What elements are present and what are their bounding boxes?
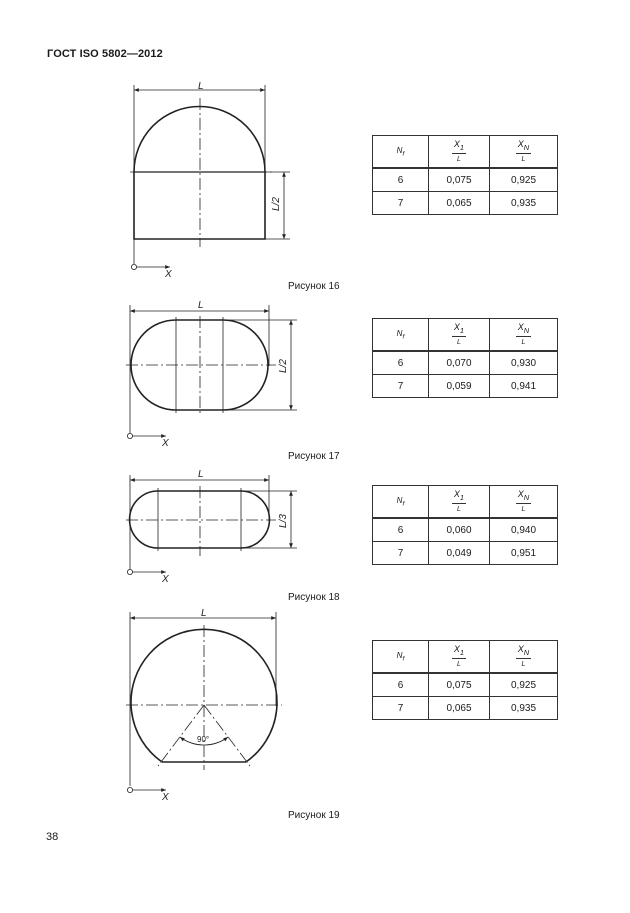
cell-x1: 0,060 xyxy=(429,518,490,542)
cell-n: 7 xyxy=(373,697,429,720)
table-row xyxy=(373,697,558,720)
cell-n: 7 xyxy=(373,375,429,398)
fig18-axis-label: X xyxy=(162,574,169,585)
figure-17-drawing xyxy=(126,305,297,439)
cell-xn: 0,930 xyxy=(490,351,558,375)
fig17-height-label: L/2 xyxy=(278,359,289,373)
cell-xn: 0,940 xyxy=(490,518,558,542)
cell-n: 6 xyxy=(373,673,429,697)
header-x1-cell: $\frac{X_1}{L}$ xyxy=(429,486,490,519)
document-header: ГОСТ ISO 5802—2012 xyxy=(47,48,163,60)
header-n-cell: $N_f$ xyxy=(373,319,429,352)
header-x1-cell: $\frac{X_1}{L}$ xyxy=(429,641,490,674)
figure-19-caption: Рисунок 19 xyxy=(288,810,340,821)
table-row xyxy=(373,375,558,398)
table-row xyxy=(373,518,558,542)
cell-x1: 0,075 xyxy=(429,673,490,697)
fig16-height-label: L/2 xyxy=(271,197,282,211)
header-xn-cell: $\frac{X_N}{L}$ xyxy=(490,641,558,674)
table-figure-17 xyxy=(372,318,558,398)
cell-n: 7 xyxy=(373,542,429,565)
cell-xn: 0,925 xyxy=(490,673,558,697)
cell-x1: 0,070 xyxy=(429,351,490,375)
header-n-cell: $N_f$ xyxy=(373,136,429,169)
cell-xn: 0,941 xyxy=(490,375,558,398)
cell-n: 6 xyxy=(373,518,429,542)
cell-xn: 0,925 xyxy=(490,168,558,192)
fig19-angle-label: 90° xyxy=(197,735,210,744)
figure-18-drawing xyxy=(126,475,297,575)
cell-x1: 0,049 xyxy=(429,542,490,565)
table-row xyxy=(373,168,558,192)
fig16-width-label: L xyxy=(198,81,204,92)
cell-x1: 0,065 xyxy=(429,697,490,720)
header-n-cell: $N_f$ xyxy=(373,641,429,674)
cell-xn: 0,951 xyxy=(490,542,558,565)
table-figure-19 xyxy=(372,640,558,720)
header-xn-cell: $\frac{X_N}{L}$ xyxy=(490,319,558,352)
header-x1-cell: $\frac{X_1}{L}$ xyxy=(429,136,490,169)
fig17-width-label: L xyxy=(198,300,204,311)
table-figure-18 xyxy=(372,485,558,565)
cell-n: 6 xyxy=(373,168,429,192)
cell-x1: 0,075 xyxy=(429,168,490,192)
figure-16-caption: Рисунок 16 xyxy=(288,281,340,292)
fig16-axis-label: X xyxy=(165,269,172,280)
cell-n: 6 xyxy=(373,351,429,375)
table-row xyxy=(373,351,558,375)
header-x1-cell: $\frac{X_1}{L}$ xyxy=(429,319,490,352)
cell-xn: 0,935 xyxy=(490,697,558,720)
fig19-width-label: L xyxy=(201,608,207,619)
table-row xyxy=(373,673,558,697)
table-row xyxy=(373,542,558,565)
fig17-axis-label: X xyxy=(162,438,169,449)
fig19-axis-label: X xyxy=(162,792,169,803)
figure-17-caption: Рисунок 17 xyxy=(288,451,340,462)
table-row xyxy=(373,192,558,215)
figure-18-caption: Рисунок 18 xyxy=(288,592,340,603)
figure-19-drawing xyxy=(126,612,282,793)
header-xn-cell: $\frac{X_N}{L}$ xyxy=(490,136,558,169)
fig18-height-label: L/3 xyxy=(278,514,289,528)
cell-x1: 0,065 xyxy=(429,192,490,215)
page-number: 38 xyxy=(46,831,59,843)
header-n-cell: $N_f$ xyxy=(373,486,429,519)
cell-n: 7 xyxy=(373,192,429,215)
cell-xn: 0,935 xyxy=(490,192,558,215)
figure-16-drawing xyxy=(130,85,290,270)
cell-x1: 0,059 xyxy=(429,375,490,398)
header-xn-cell: $\frac{X_N}{L}$ xyxy=(490,486,558,519)
fig18-width-label: L xyxy=(198,469,204,480)
table-figure-16 xyxy=(372,135,558,215)
